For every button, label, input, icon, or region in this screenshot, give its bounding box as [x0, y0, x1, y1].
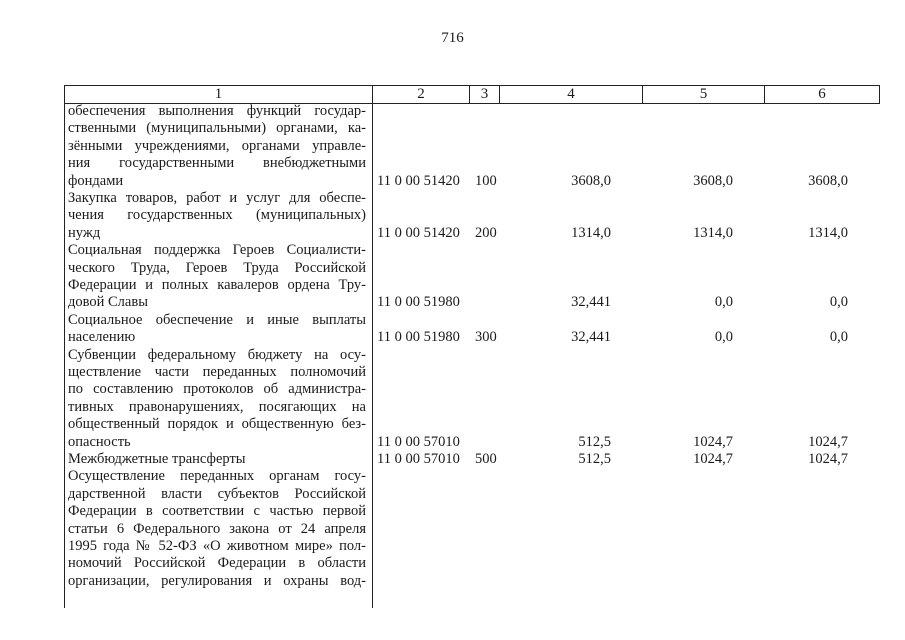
description-line: Социальное обеспечение и иные выплаты	[68, 311, 366, 328]
header-col-4: 4	[500, 86, 643, 104]
row-expense-type: 100	[475, 172, 497, 189]
row-value-col5: 0,0	[714, 294, 733, 311]
description-line: Федерации и полных кавалеров ордена Тру-	[68, 277, 366, 293]
description-line: 1995 года № 52-ФЗ «О животном мире» пол-	[68, 538, 366, 555]
description-line: тивных правонарушениях, посягающих на	[68, 398, 366, 415]
row-description	[68, 190, 366, 242]
row-description	[68, 103, 366, 190]
description-line: Межбюджетные трансферты	[68, 451, 246, 467]
description-line: чения государственных (муниципальных)	[68, 207, 366, 224]
row-description	[68, 312, 366, 347]
row-value-col4: 512,5	[578, 451, 611, 467]
header-col-3: 3	[470, 86, 500, 104]
header-col-5: 5	[643, 86, 765, 104]
description-line: организации, регулирования и охраны вод-	[68, 572, 366, 589]
row-value-col4: 3608,0	[571, 172, 611, 189]
row-value-col4: 512,5	[578, 433, 611, 450]
table-row	[0, 242, 905, 312]
row-expense-type: 200	[475, 224, 497, 241]
row-value-col5: 0,0	[714, 329, 733, 346]
table-row	[0, 312, 905, 347]
description-line: зёнными учреждениями, органами управле-	[68, 137, 366, 154]
row-code: 11 0 00 51420	[377, 224, 460, 241]
row-value-col5: 3608,0	[693, 172, 733, 189]
description-line: Субвенции федеральному бюджету на осу-	[68, 346, 366, 363]
row-value-col5: 1314,0	[693, 224, 733, 241]
row-value-col5: 1024,7	[693, 451, 733, 467]
row-code: 11 0 00 51420	[377, 172, 460, 189]
description-line: Осуществление переданных органам госу-	[68, 468, 366, 485]
row-value-col5: 1024,7	[693, 433, 733, 450]
description-line: Закупка товаров, работ и услуг для обеспе-	[68, 190, 366, 206]
row-description	[68, 347, 366, 451]
description-line: номочий Российской Федерации в области	[68, 555, 366, 572]
header-col-6: 6	[765, 86, 880, 104]
row-value-col6: 3608,0	[808, 172, 848, 189]
description-line: довой Славы	[68, 294, 148, 311]
description-line: общественный порядок и общественную без-	[68, 416, 366, 433]
row-code: 11 0 00 57010	[377, 433, 460, 450]
description-line: обеспечения выполнения функций государ-	[68, 103, 366, 119]
table-row	[0, 347, 905, 451]
row-value-col6: 1024,7	[808, 433, 848, 450]
row-value-col4: 32,441	[571, 329, 611, 346]
description-line: населению	[68, 329, 136, 346]
row-description	[68, 242, 366, 312]
table-row	[0, 190, 905, 242]
description-line: ственными (муниципальными) органами, ка-	[68, 120, 366, 137]
page-number: 716	[441, 30, 464, 46]
table-row	[0, 451, 905, 468]
description-line: нужд	[68, 224, 101, 241]
row-value-col6: 0,0	[829, 329, 848, 346]
table-row	[0, 103, 905, 190]
description-line: по составлению протоколов об администра-	[68, 381, 366, 398]
description-line: Социальная поддержка Героев Социалисти-	[68, 242, 366, 259]
description-line: ческого Труда, Героев Труда Российской	[68, 259, 366, 276]
row-expense-type: 500	[475, 451, 497, 467]
row-code: 11 0 00 51980	[377, 294, 460, 311]
table-header	[64, 85, 880, 104]
description-line: ществление части переданных полномочий	[68, 364, 366, 380]
row-description	[68, 468, 366, 590]
row-expense-type: 300	[475, 329, 497, 346]
header-col-1: 1	[65, 86, 373, 104]
row-value-col6: 0,0	[829, 294, 848, 311]
row-code: 11 0 00 57010	[377, 451, 460, 467]
description-line: фондами	[68, 172, 124, 189]
row-value-col4: 1314,0	[571, 224, 611, 241]
table-row	[0, 468, 905, 590]
description-line: статьи 6 Федерального закона от 24 апреля	[68, 520, 366, 537]
description-line: опасность	[68, 433, 131, 450]
row-description	[68, 451, 366, 468]
description-line: дарственной власти субъектов Российской	[68, 485, 366, 502]
row-code: 11 0 00 51980	[377, 329, 460, 346]
description-line: Федерации в соответствии с частью первой	[68, 503, 366, 520]
row-value-col6: 1024,7	[808, 451, 848, 467]
row-value-col6: 1314,0	[808, 224, 848, 241]
row-value-col4: 32,441	[571, 294, 611, 311]
description-line: ния государственными внебюджетными	[68, 155, 366, 172]
header-col-2: 2	[373, 86, 470, 104]
